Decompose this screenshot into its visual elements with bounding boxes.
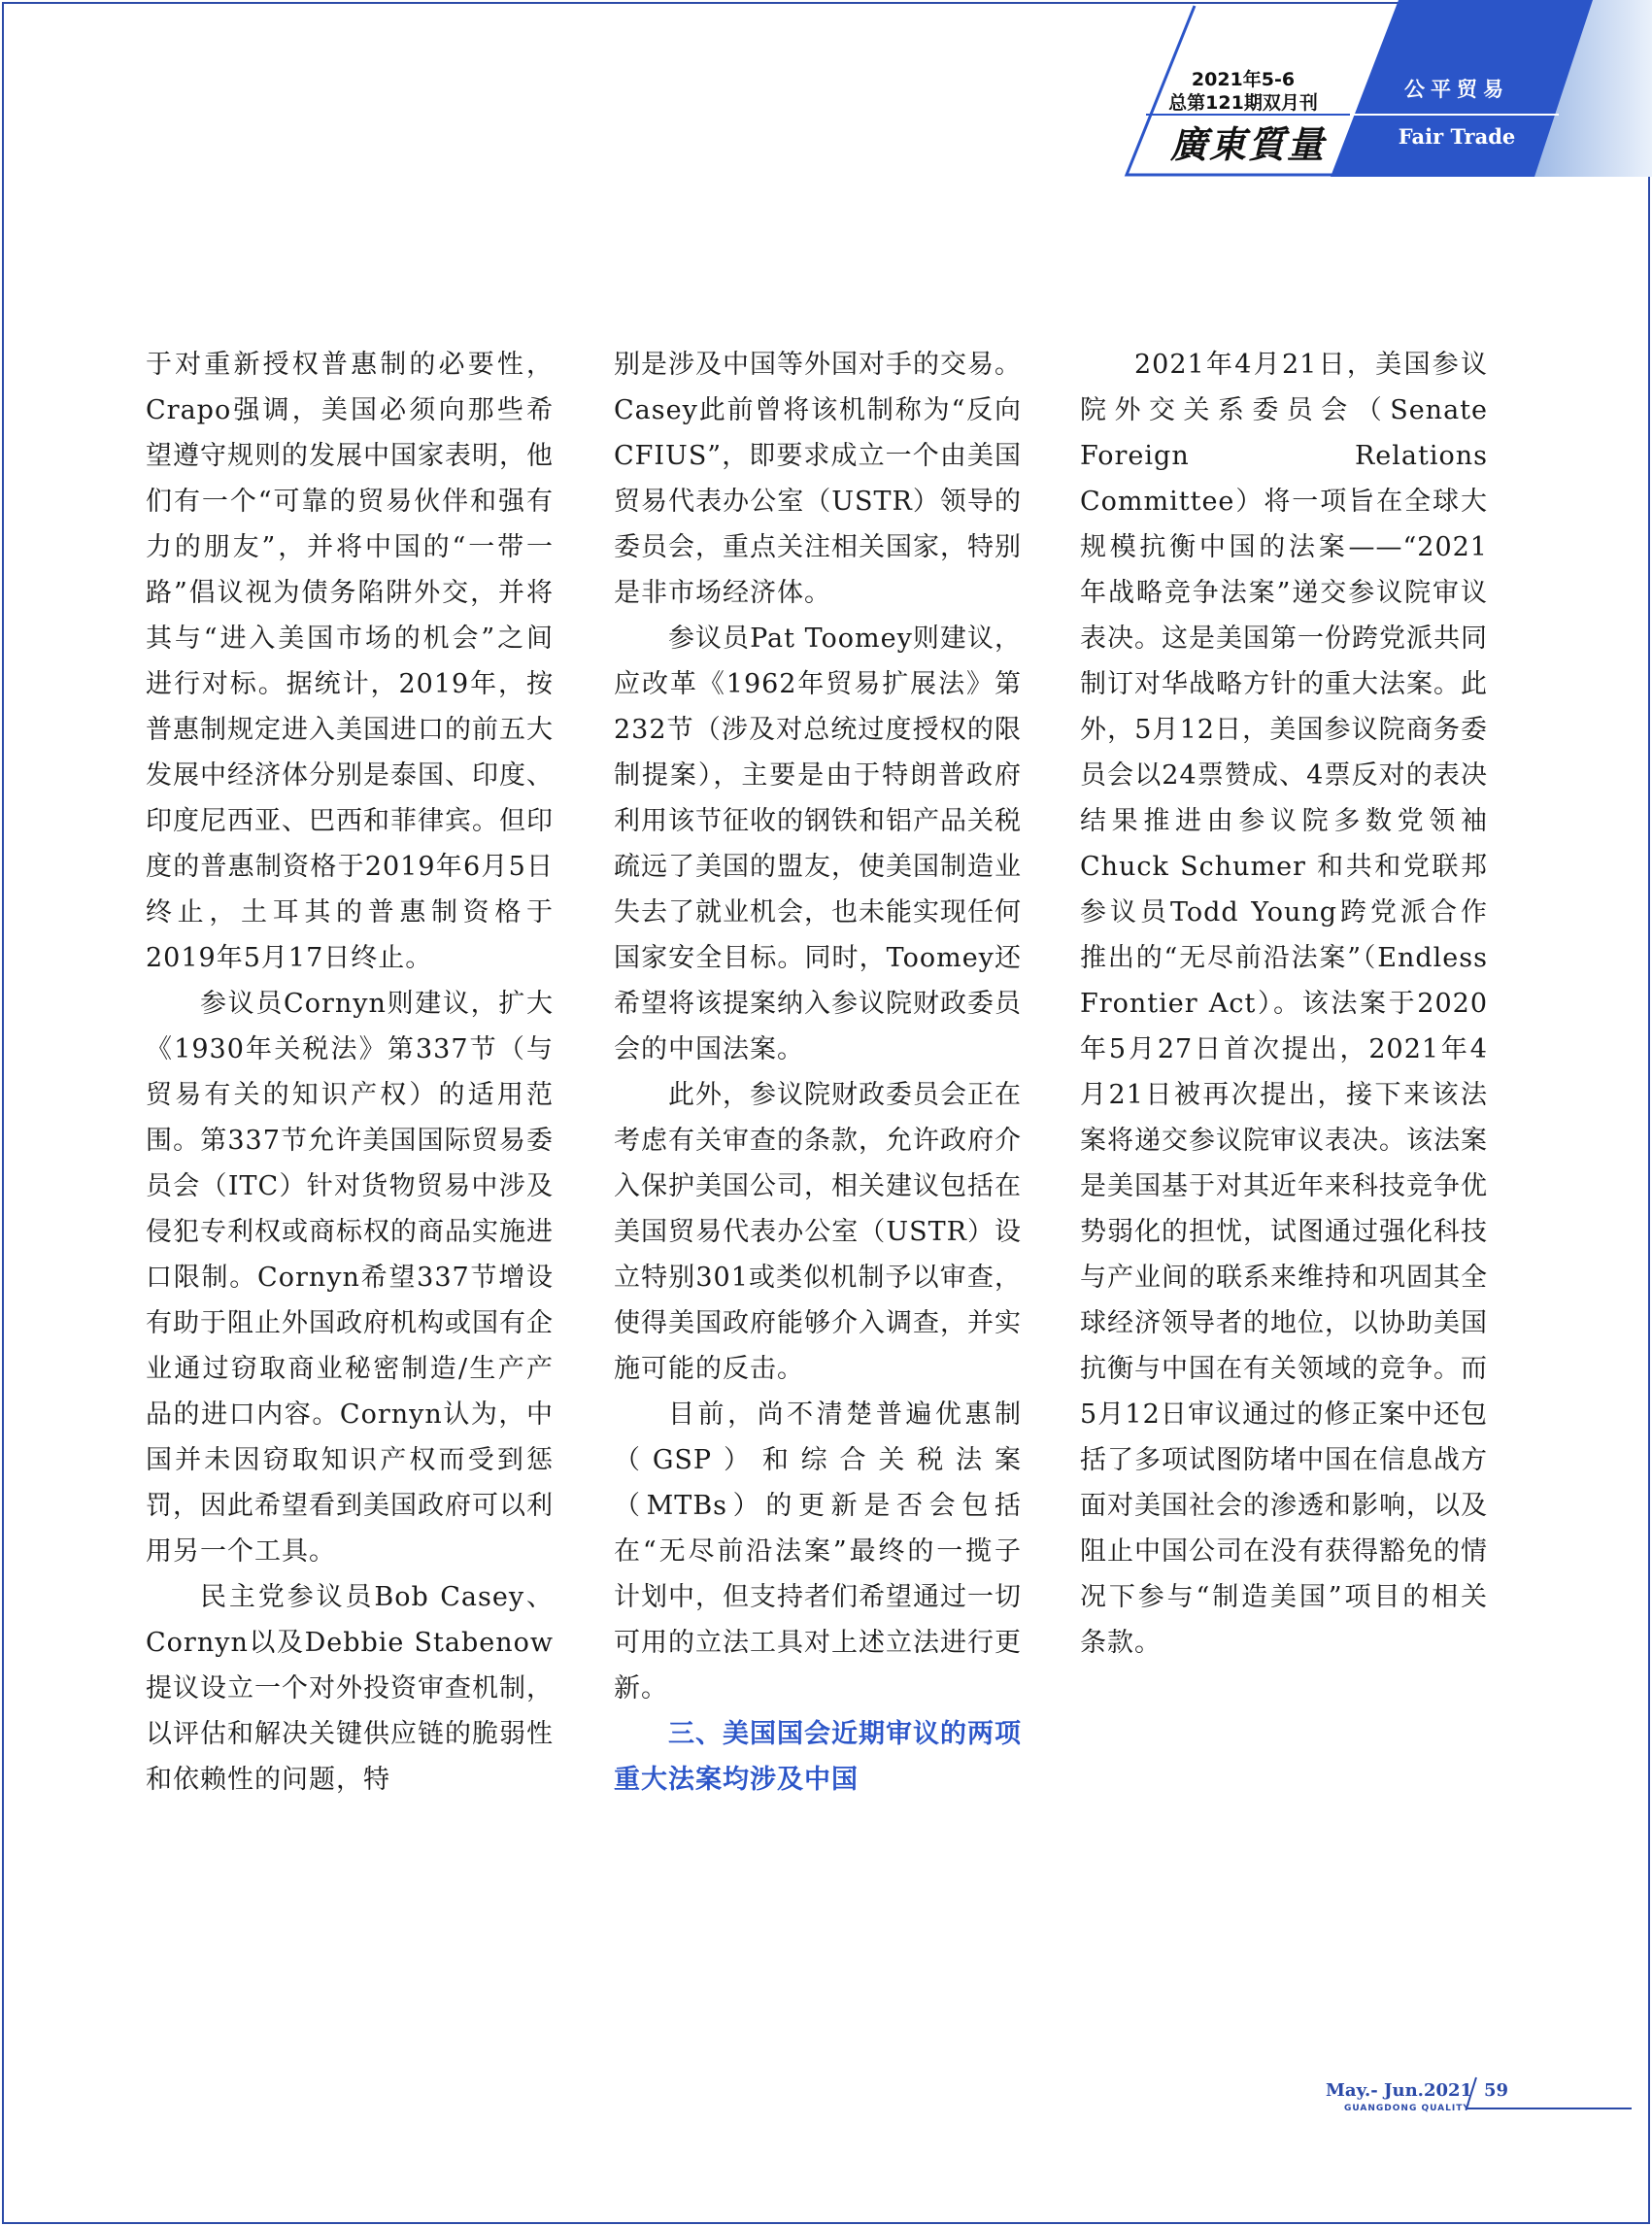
paragraph: 此外，参议院财政委员会正在考虑有关审查的条款，允许政府介入保护美国公司，相关建议包括在美国贸易代表办公室（USTR）设立特别301或类似机制予以审查，使得美国政府能够介入调查，并实施可能的反击。 xyxy=(614,1080,1022,1384)
paragraph: 于对重新授权普惠制的必要性，Crapo强调，美国必须向那些希望遵守规则的发展中国家表明，他们有一个“可靠的贸易伙伴和强有力的朋友”，并将中国的“一带一路”倡议视为债务陷阱外交，并将其与“进入美国市场的机会”之间进行对标。据统计，2019年，按普惠制规定进入美国进口的前五大发展中经济体分别是泰国、印度、印度尼西亚、巴西和菲律宾。但印度的普惠制资格于2019年6月5日终止，土耳其的普惠制资格于2019年5月17日终止。 xyxy=(146,350,554,973)
section-heading: 三、美国国会近期审议的两项重大法案均涉及中国 xyxy=(614,1719,1022,1795)
page-header xyxy=(0,0,1652,185)
footer-magazine-name: GUANGDONG QUALITY xyxy=(1344,2104,1470,2113)
paragraph: 民主党参议员Bob Casey、Cornyn以及Debbie Stabenow提议设立一个对外投资审查机制，以评估和解决关键供应链的脆弱性和依赖性的问题，特 xyxy=(146,1582,554,1795)
page-footer xyxy=(1311,2074,1641,2132)
paragraph: 别是涉及中国等外国对手的交易。Casey此前曾将该机制称为“反向CFIUS”，即要求成立一个由美国贸易代表办公室（USTR）领导的委员会，重点关注相关国家，特别是非市场经济体。 xyxy=(614,350,1022,608)
paragraph: 参议员Pat Toomey则建议，应改革《1962年贸易扩展法》第232节（涉及对总统过度授权的限制提案），主要是由于特朗普政府利用该节征收的钢铁和铝产品关税疏远了美国的盟友，使美国制造业失去了就业机会，也未能实现任何国家安全目标。同时，Toomey还希望将该提案纳入参议院财政委员会的中国法案。 xyxy=(614,624,1022,1064)
paragraph: 参议员Cornyn则建议，扩大《1930年关税法》第337节（与贸易有关的知识产权）的适用范围。第337节允许美国国际贸易委员会（ITC）针对货物贸易中涉及侵犯专利权或商标权的商品实施进口限制。Cornyn希望337节增设有助于阻止外国政府机构或国有企业通过窃取商业秘密制造/生产产品的进口内容。Cornyn认为，中国并未因窃取知识产权而受到惩罚，因此希望看到美国政府可以利用另一个工具。 xyxy=(146,989,554,1567)
footer-date: May.- Jun.2021 xyxy=(1326,2080,1473,2101)
section-title-en: Fair Trade xyxy=(1398,124,1516,149)
issue-date: 2021年5-6 xyxy=(1191,69,1296,90)
issue-info xyxy=(1146,68,1340,115)
column-1 xyxy=(146,342,554,1803)
column-2 xyxy=(614,342,1022,1803)
column-3 xyxy=(1080,342,1488,1666)
magazine-logo: 廣東質量 xyxy=(1169,122,1326,166)
section-title-cn: 公平贸易 xyxy=(1404,78,1509,101)
paragraph: 目前，尚不清楚普遍优惠制（GSP）和综合关税法案（MTBs）的更新是否会包括在“无尽前沿法案”最终的一揽子计划中，但支持者们希望通过一切可用的立法工具对上述立法进行更新。 xyxy=(614,1400,1022,1703)
issue-number: 总第121期双月刊 xyxy=(1168,92,1318,114)
paragraph: 2021年4月21日，美国参议院外交关系委员会（Senate Foreign Relations Committee）将一项旨在全球大规模抗衡中国的法案——“2021年战略竞争法案”递交参议院审议表决。这是美国第一份跨党派共同制订对华战略方针的重大法案。此外，5月12日，美国参议院商务委员会以24票赞成、4票反对的表决结果推进由参议院多数党领袖Chuck Schumer 和共和党联邦参议员Todd Young跨党派合作推出的“无尽前沿法案”（Endless Frontier Act）。该法案于2020年5月27日首次提出，2021年4月21日被再次提出，接下来该法案将递交参议院审议表决。该法案是美国基于对其近年来科技竞争优势弱化的担忧，试图通过强化科技与产业间的联系来维持和巩固其全球经济领导者的地位，以协助美国抗衡与中国在有关领域的竞争。而5月12日审议通过的修正案中还包括了多项试图防堵中国在信息战方面对美国社会的渗透和影响，以及阻止中国公司在没有获得豁免的情况下参与“制造美国”项目的相关条款。 xyxy=(1080,350,1488,1658)
page-number: 59 xyxy=(1484,2080,1509,2101)
